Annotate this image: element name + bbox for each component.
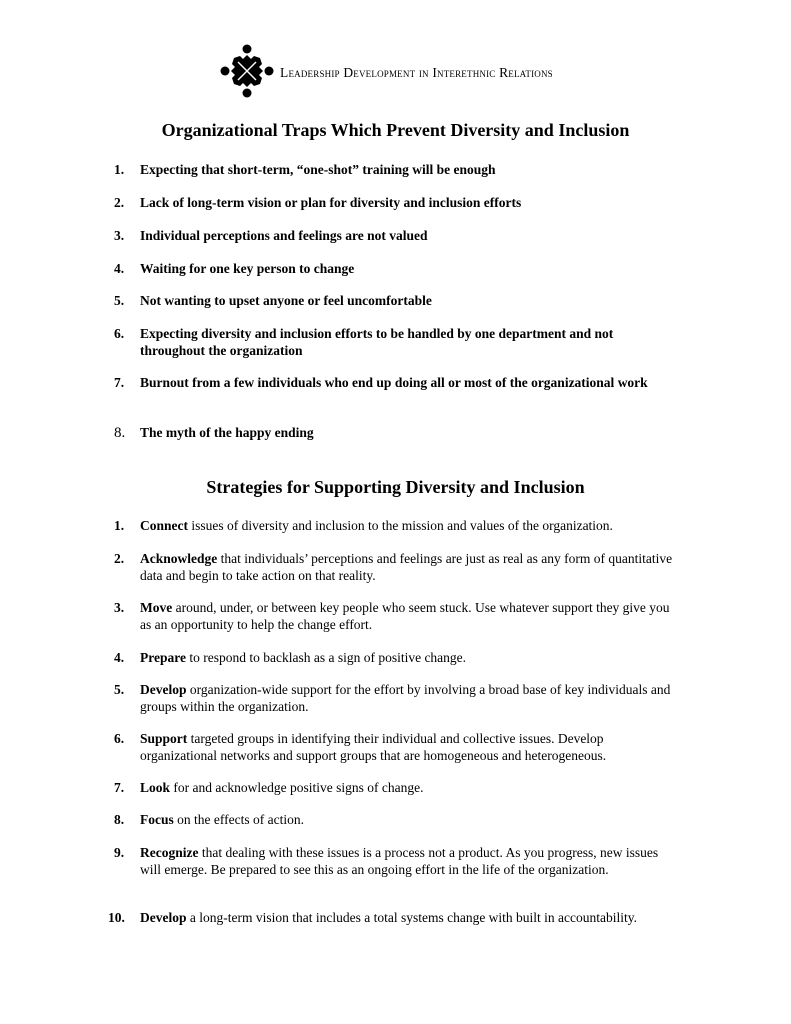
item-description: organization-wide support for the effort by involving a broad base of key individuals and groups within the organization.: [140, 682, 671, 714]
item-text: Lack of long-term vision or plan for diversity and inclusion efforts: [140, 195, 522, 210]
item-description: a long-term vision that includes a total systems change with built in accountability.: [186, 910, 638, 925]
item-text: Individual perceptions and feelings are not valued: [140, 228, 428, 243]
item-keyword: Recognize: [140, 845, 199, 860]
item-number: 9.: [114, 845, 125, 860]
item-keyword: Look: [140, 780, 171, 795]
item-text: Expecting diversity and inclusion efforts to be handled by one department and not throughout the organization: [140, 326, 614, 358]
item-number: 2.: [114, 195, 125, 210]
item-number: 2.: [114, 551, 125, 566]
item-number: 7.: [114, 780, 125, 795]
interlocking-figures-logo-icon: [220, 44, 274, 98]
item-keyword: Develop: [140, 682, 187, 697]
item-text: [140, 731, 680, 764]
item-number: 3.: [114, 228, 125, 243]
item-text: Waiting for one key person to change: [140, 261, 355, 276]
item-number: 5.: [114, 293, 125, 308]
item-number: 8.: [114, 812, 125, 827]
item-keyword: Develop: [140, 910, 187, 925]
item-description: issues of diversity and inclusion to the mission and values of the organization.: [188, 518, 613, 533]
organization-name: Leadership Development in Interethnic Relations: [280, 65, 553, 80]
item-number: 4.: [114, 261, 125, 276]
traps-title: Organizational Traps Which Prevent Diversity and Inclusion: [161, 120, 630, 140]
item-description: targeted groups in identifying their individual and collective issues. Develop organizational networks and support groups that are homogeneous and heterogeneous.: [140, 731, 607, 763]
item-description: on the effects of action.: [173, 812, 304, 827]
item-text: [140, 910, 700, 927]
item-number: 8.: [114, 425, 126, 441]
item-number: 1.: [114, 162, 125, 177]
item-number: 6.: [114, 731, 125, 746]
page-header: [220, 44, 553, 98]
item-text: The myth of the happy ending: [140, 425, 314, 440]
item-description: to respond to backlash as a sign of positive change.: [185, 650, 467, 665]
item-keyword: Acknowledge: [140, 551, 218, 566]
item-number: 7.: [114, 375, 125, 390]
item-number: 5.: [114, 682, 125, 697]
item-number: 1.: [114, 518, 125, 533]
item-number: 3.: [114, 600, 125, 615]
item-text: [140, 518, 680, 535]
item-keyword: Move: [140, 600, 173, 615]
item-keyword: Focus: [140, 812, 174, 827]
item-text: [140, 600, 680, 633]
item-text: [140, 650, 680, 667]
item-text: [140, 845, 680, 878]
item-text: Not wanting to upset anyone or feel uncomfortable: [140, 293, 432, 308]
item-description: for and acknowledge positive signs of change.: [170, 780, 424, 795]
item-keyword: Support: [140, 731, 188, 746]
item-description: that individuals’ perceptions and feelings are just as real as any form of quantitative data and begin to take action on that reality.: [140, 551, 673, 583]
item-number: 4.: [114, 650, 125, 665]
item-number: 6.: [114, 326, 125, 341]
item-text: Burnout from a few individuals who end up doing all or most of the organizational work: [140, 375, 648, 390]
item-keyword: Prepare: [140, 650, 186, 665]
item-description: that dealing with these issues is a process not a product. As you progress, new issues will emerge. Be prepared to see this as an ongoing effort in the life of the organization.: [140, 845, 659, 877]
item-text: [140, 682, 680, 715]
item-text: [140, 551, 680, 584]
item-text: [140, 780, 680, 797]
item-text: Expecting that short-term, “one-shot” training will be enough: [140, 162, 496, 177]
strategies-title: Strategies for Supporting Diversity and Inclusion: [206, 477, 585, 497]
item-text: [140, 812, 680, 829]
item-number: 10.: [108, 910, 125, 925]
item-keyword: Connect: [140, 518, 188, 533]
item-description: around, under, or between key people who seem stuck. Use whatever support they give you as an opportunity to help the change effort.: [140, 600, 670, 632]
